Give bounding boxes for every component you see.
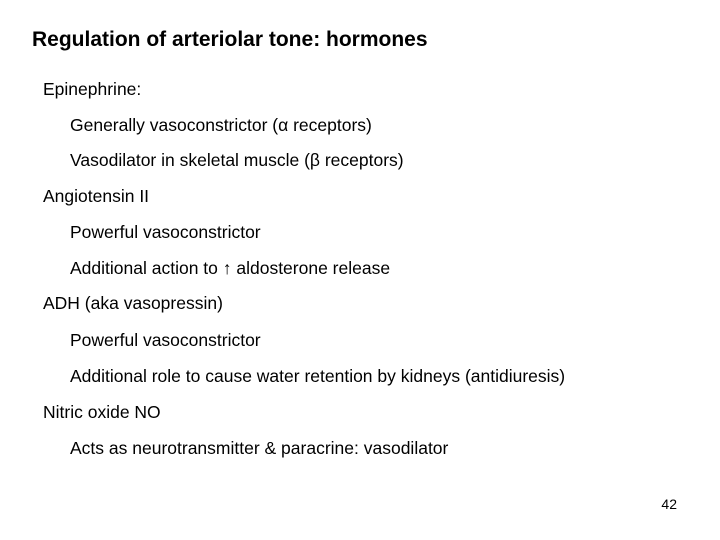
- page-number: 42: [661, 496, 677, 512]
- list-item: Nitric oxide NO: [43, 402, 161, 422]
- list-item: Epinephrine:: [43, 79, 142, 99]
- list-item: Generally vasoconstrictor (α receptors): [70, 115, 372, 135]
- list-item: ADH (aka vasopressin): [43, 293, 223, 313]
- list-item: Powerful vasoconstrictor: [70, 330, 261, 350]
- slide-title: Regulation of arteriolar tone: hormones: [32, 28, 428, 51]
- list-item: Additional role to cause water retention by kidneys (antidiuresis): [70, 366, 566, 386]
- list-item: Acts as neurotransmitter & paracrine: vasodilator: [70, 438, 449, 458]
- list-item: Additional action to ↑ aldosterone release: [70, 258, 391, 278]
- list-item: Angiotensin II: [43, 186, 150, 206]
- list-item: Powerful vasoconstrictor: [70, 222, 261, 242]
- list-item: Vasodilator in skeletal muscle (β receptors): [70, 150, 404, 170]
